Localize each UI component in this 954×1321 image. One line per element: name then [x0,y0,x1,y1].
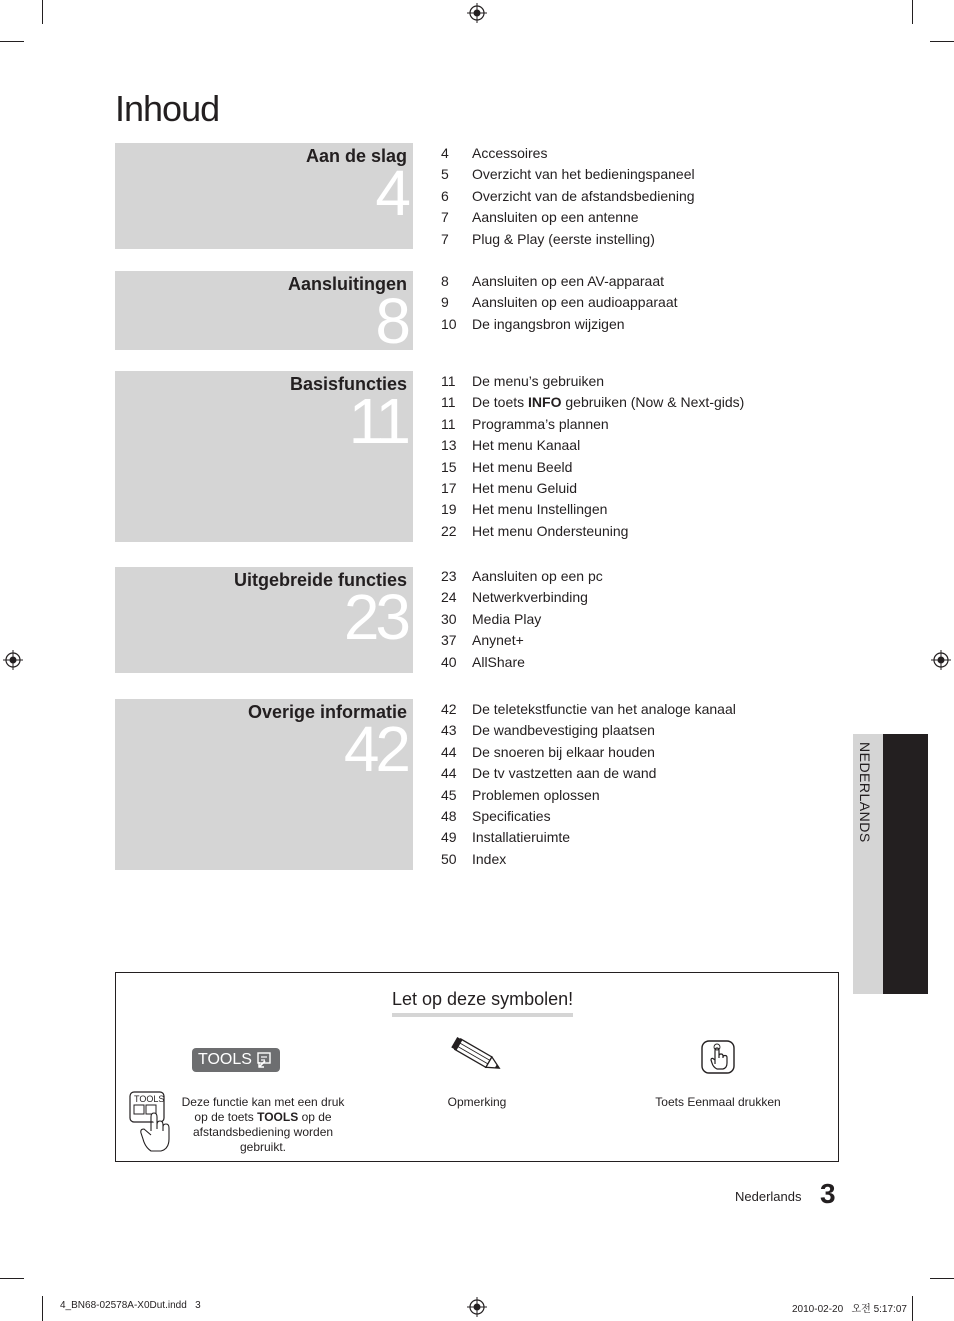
page-title: Inhoud [115,88,220,129]
toc-list-aan-de-slag [441,143,695,250]
section-title: Aansluitingen [287,274,407,294]
tools-badge [192,1048,280,1072]
toc-page-number: 37 [441,632,457,649]
toc-entry[interactable] [441,849,736,870]
toc-page-number: 5 [441,166,449,183]
toc-entry[interactable] [441,457,744,478]
toc-entry-text-after: gebruiken (Now & Next-gids) [561,394,745,411]
toc-entry[interactable] [441,630,603,651]
toc-page-number: 44 [441,743,457,760]
toc-entry[interactable] [441,314,678,335]
section-number: 11 [348,385,407,457]
toc-entry[interactable] [441,827,736,848]
toc-entry[interactable] [441,785,736,806]
toc-page-number: 7 [441,209,449,226]
toc-page-number: 40 [441,653,457,670]
toc-page-number: 9 [441,294,449,311]
toc-entry-text: Specificaties [472,807,551,824]
toc-entry-text: Anynet+ [472,632,524,649]
toc-entry[interactable] [441,435,744,456]
toc-page-number: 7 [441,230,449,247]
section-number: 4 [375,157,407,229]
registration-mark-icon [931,650,951,670]
tools-key-label: TOOLS [257,1110,299,1124]
toc-entry-text: Accessoires [472,145,548,161]
section-title: Aan de slag [305,146,407,166]
tools-caption-line [170,1110,356,1125]
section-title: Basisfuncties [289,374,407,394]
toc-entry-text: Het menu Beeld [472,458,573,475]
section-box-basisfuncties [115,371,413,542]
toc-entry[interactable] [441,186,695,207]
crop-mark [0,41,24,42]
toc-page-number: 50 [441,850,457,867]
section-box-uitgebreide-functies [115,567,413,673]
tools-icon-label: TOOLS [134,1094,165,1104]
symbols-title: Let op deze symbolen! [392,989,573,1017]
tools-caption-line: Deze functie kan met een druk [181,1095,345,1109]
toc-list-overige-informatie [441,699,736,870]
language-tab [853,734,928,994]
registration-mark-icon [467,1297,487,1317]
toc-entry[interactable] [441,742,736,763]
crop-mark [930,1278,954,1279]
toc-entry[interactable] [441,652,603,673]
toc-page-number: 8 [441,273,449,289]
onetouch-caption: Toets Eenmaal drukken [655,1095,781,1109]
toc-entry-text: Overzicht van het bedieningspaneel [472,166,695,183]
section-number: 23 [343,581,407,653]
toc-entry-text: De menu’s gebruiken [472,373,605,389]
toc-entry-text: Installatieruimte [472,829,571,846]
toc-page-number: 13 [441,437,457,454]
toc-page-number: 44 [441,765,457,782]
toc-list-uitgebreide-functies [441,566,603,673]
toc-page-number: 4 [441,145,449,161]
tools-caption-line: afstandsbediening worden gebruikt. [192,1125,334,1154]
toc-entry-text: Programma’s plannen [472,415,609,432]
toc-page-number: 22 [441,522,457,539]
toc-page-number: 23 [441,568,457,584]
language-tab-dark [883,734,928,994]
toc-entry[interactable] [441,414,744,435]
toc-page-number: 19 [441,501,457,518]
toc-entry-text: AllShare [472,653,525,670]
section-number: 8 [375,285,407,357]
footer-language: Nederlands [735,1189,802,1204]
crop-mark [912,1296,913,1321]
tools-return-icon [256,1052,274,1068]
toc-entry[interactable] [441,229,695,250]
section-box-overige-informatie [115,699,413,870]
toc-entry-text: Het menu Geluid [472,479,578,496]
crop-mark [0,1278,24,1279]
toc-entry-text: Media Play [472,610,542,627]
toc-entry-text: Overzicht van de afstandsbediening [472,187,695,204]
toc-entry-text: De snoeren bij elkaar houden [472,743,655,760]
symbols-legend-box [115,972,839,1162]
toc-entry[interactable] [441,699,736,720]
toc-list-basisfuncties [441,371,744,542]
section-title: Uitgebreide functies [233,570,407,590]
toc-entry[interactable] [441,609,603,630]
toc-entry[interactable] [441,720,736,741]
toc-entry[interactable] [441,271,678,292]
toc-entry[interactable] [441,763,736,784]
language-tab-label: NEDERLANDS [857,742,873,843]
toc-entry-text: Het menu Ondersteuning [472,522,629,539]
tools-caption-text: op de toets [194,1110,258,1124]
toc-page-number: 11 [441,373,456,389]
tools-badge-label: TOOLS [198,1051,252,1068]
toc-page-number: 10 [441,315,457,332]
toc-entry-text: Aansluiten op een pc [472,568,603,584]
crop-mark [42,1296,43,1321]
section-box-aan-de-slag [115,143,413,249]
toc-entry-text: Netwerkverbinding [472,589,588,606]
toc-page-number: 45 [441,786,457,803]
note-caption: Opmerking [447,1095,507,1109]
toc-entry[interactable] [441,521,744,542]
toc-entry[interactable] [441,806,736,827]
toc-entry[interactable] [441,164,695,185]
toc-page-number: 42 [441,701,457,717]
crop-mark [42,0,43,24]
toc-entry[interactable] [441,478,744,499]
pencil-note-icon [450,1035,506,1079]
toc-entry-text: Plug & Play (eerste instelling) [472,230,655,247]
toc-entry-text: Problemen oplossen [472,786,600,803]
crop-mark [912,0,913,24]
toc-entry-text-before: De toets [472,394,529,411]
registration-mark-icon [467,3,487,23]
toc-page-number: 49 [441,829,457,846]
toc-page-number: 6 [441,187,449,204]
section-box-aansluitingen [115,271,413,357]
toc-entry[interactable] [441,499,744,520]
toc-page-number: 11 [441,415,456,432]
toc-entry-text: Aansluiten op een AV-apparaat [472,273,665,289]
crop-mark [930,41,954,42]
toc-entry[interactable] [441,207,695,228]
info-key-label: INFO [528,394,562,411]
toc-entry-text: Het menu Instellingen [472,501,608,518]
toc-page-number: 48 [441,807,457,824]
toc-entry[interactable] [441,143,695,164]
registration-mark-icon [3,650,23,670]
toc-entry-text: De teletekstfunctie van het analoge kanaal [472,701,736,717]
toc-entry[interactable] [441,587,603,608]
toc-list-aansluitingen [441,271,678,335]
language-tab-light [853,734,883,994]
footer-page-number: 3 [820,1178,836,1209]
one-touch-icon [700,1039,736,1075]
toc-entry-text [472,394,744,410]
section-number: 42 [343,713,407,785]
toc-page-number: 17 [441,479,457,496]
toc-entry-text: Aansluiten op een antenne [472,209,639,226]
toc-entry-text: De tv vastzetten aan de wand [472,765,657,782]
toc-page-number: 43 [441,722,457,739]
slug-file-info: 4_BN68-02578A-X0Dut.indd 3 [60,1300,201,1311]
toc-entry[interactable] [441,392,744,413]
tools-caption [170,1095,356,1155]
toc-page-number: 15 [441,458,457,475]
toc-entry-text: De ingangsbron wijzigen [472,315,625,332]
toc-entry-text: Index [472,850,507,867]
toc-entry-text: Het menu Kanaal [472,437,581,454]
toc-entry-text: Aansluiten op een audioapparaat [472,294,678,311]
toc-entry[interactable] [441,371,744,392]
toc-entry[interactable] [441,566,603,587]
toc-page-number: 11 [441,394,456,411]
tools-caption-text: op de [298,1110,332,1124]
toc-page-number: 24 [441,589,457,606]
toc-entry-text: De wandbevestiging plaatsen [472,722,655,739]
section-title: Overige informatie [247,702,407,722]
toc-entry[interactable] [441,292,678,313]
slug-date-info: 2010-02-20 오전 5:17:07 [792,1304,907,1315]
toc-page-number: 30 [441,610,457,627]
